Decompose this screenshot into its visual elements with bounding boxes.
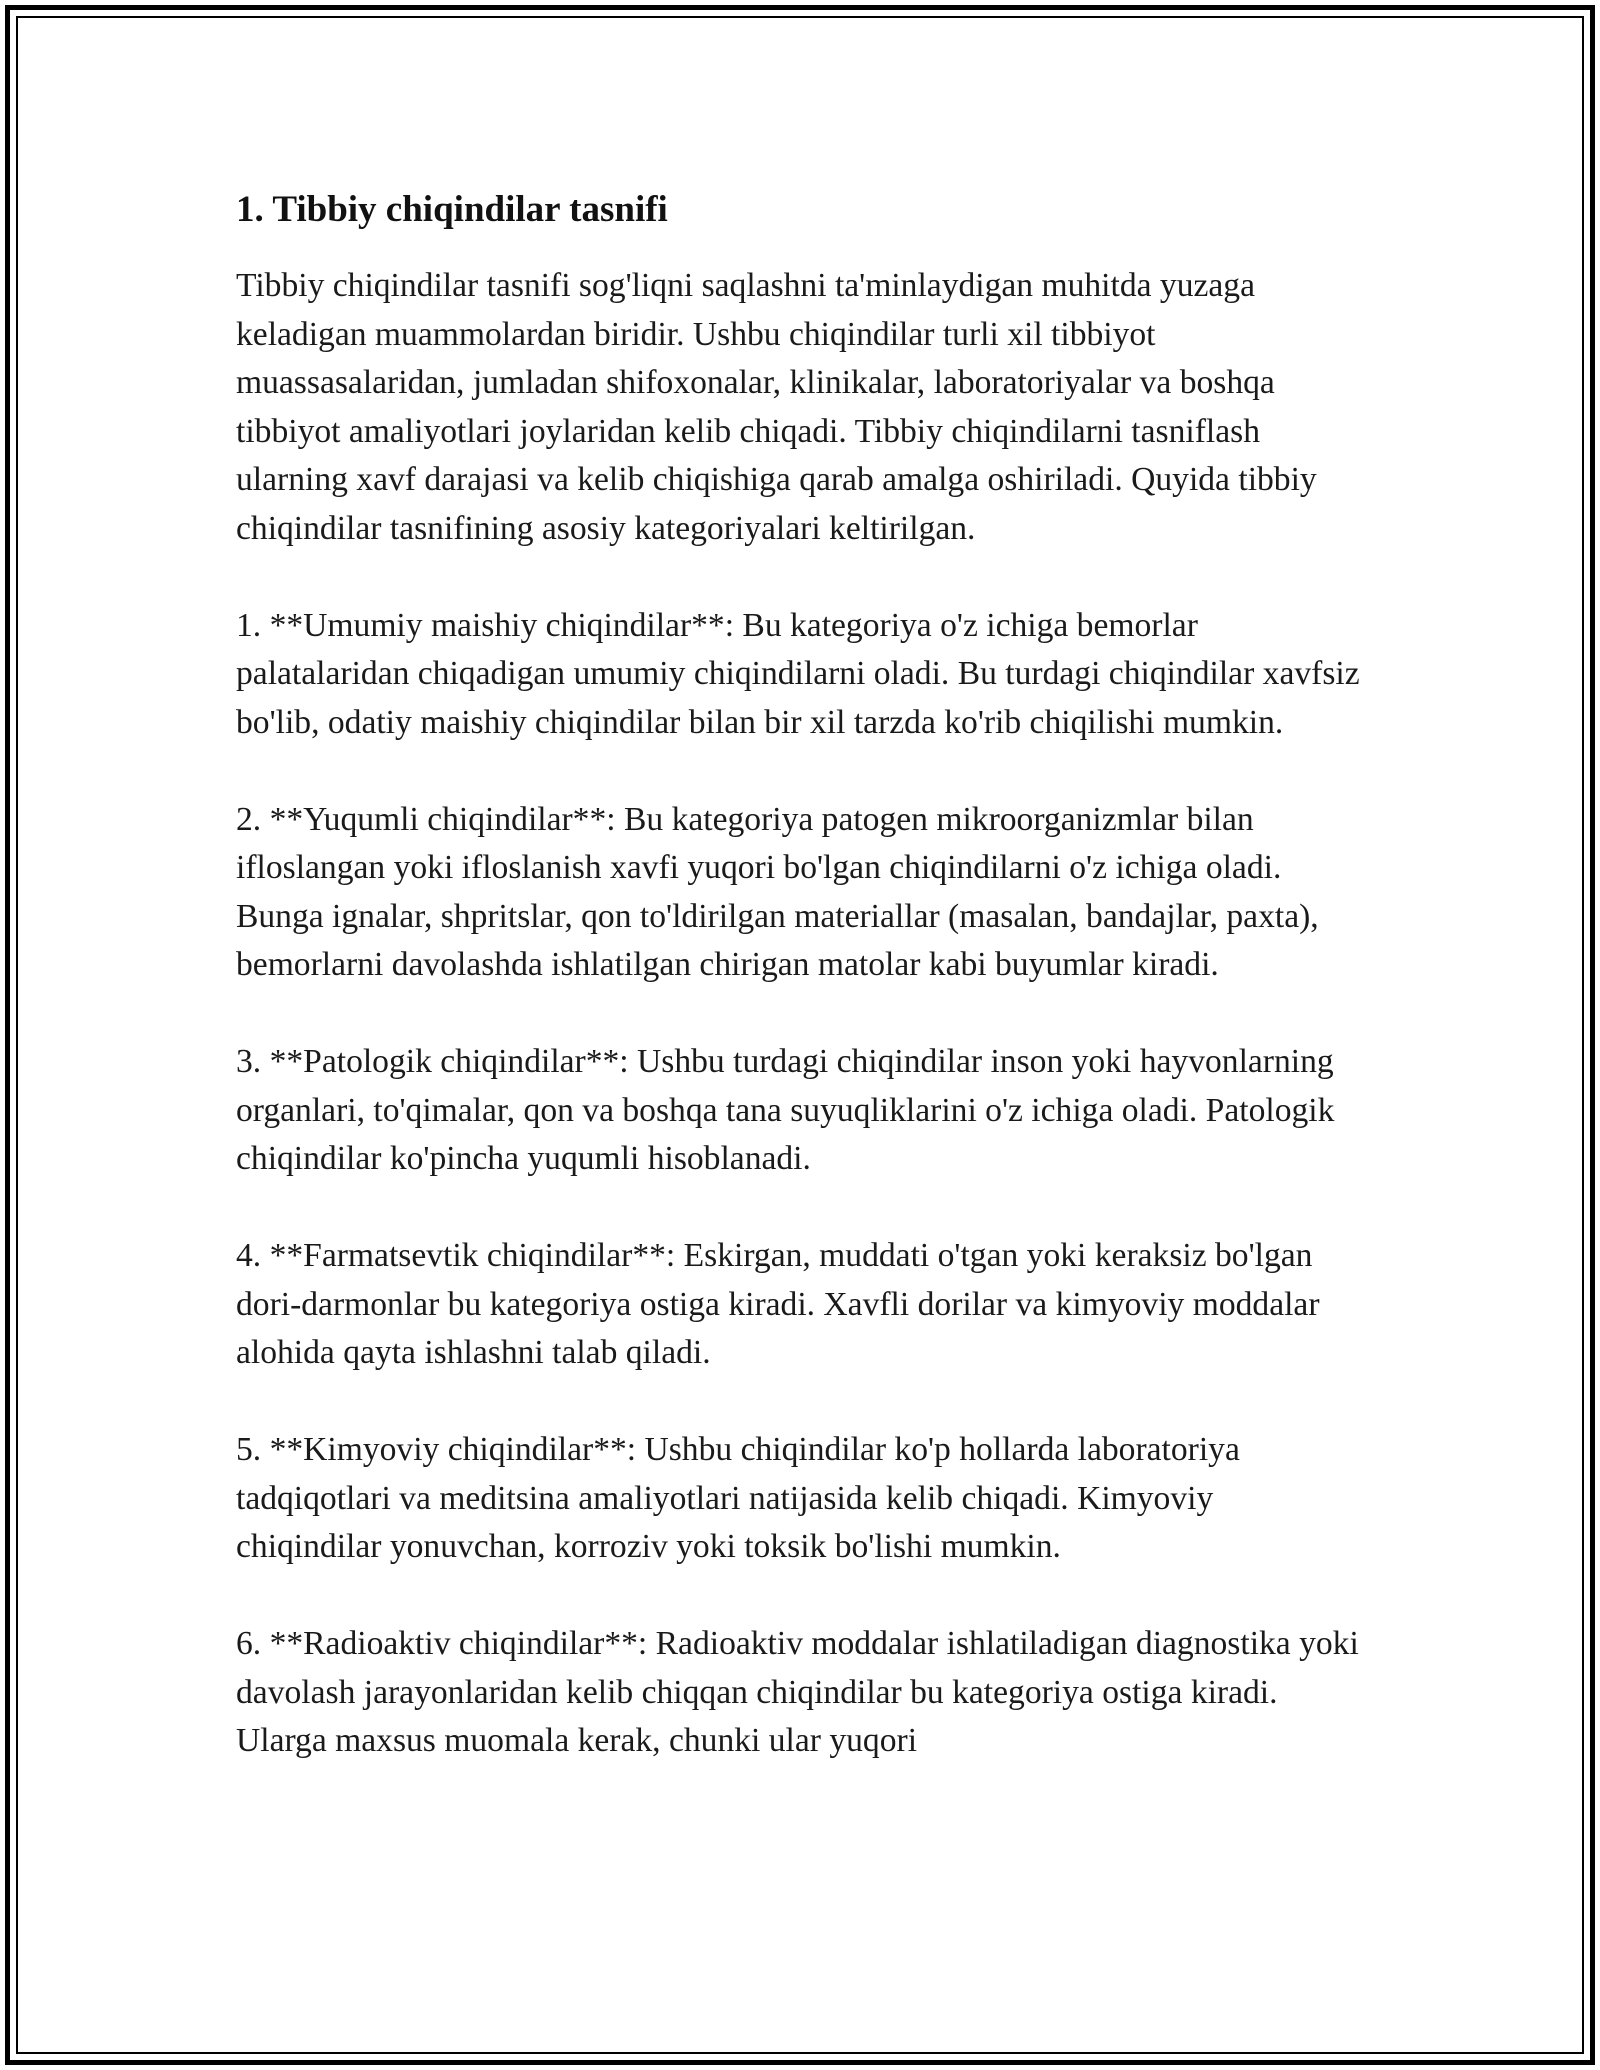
list-item-infectious-waste: 2. **Yuqumli chiqindilar**: Bu kategoriya patogen mikroorganizmlar bilan ifloslangan yoki ifloslanish xavfi yuqori bo'lgan chiqindilarni o'z ichiga oladi. Bunga ignalar, shpritslar, qon to'ldirilgan materiallar (masalan, bandajlar, paxta), bemorlarni davolashda ishlatilgan chirigan matolar kabi buyumlar kiradi.	[236, 800, 1319, 983]
list-item-general-waste: 1. **Umumiy maishiy chiqindilar**: Bu kategoriya o'z ichiga bemorlar palatalaridan chiqadigan umumiy chiqindilarni oladi. Bu turdagi chiqindilar xavfsiz bo'lib, odatiy maishiy chiqindilar bilan bir xil tarzda ko'rib chiqilishi mumkin.	[236, 606, 1360, 741]
section-heading: 1. Tibbiy chiqindilar tasnifi	[236, 189, 668, 230]
intro-paragraph: Tibbiy chiqindilar tasnifi sog'liqni saqlashni ta'minlaydigan muhitda yuzaga keladigan muammolardan biridir. Ushbu chiqindilar turli xil tibbiyot muassasalaridan, jumladan shifoxonalar, klinikalar, laboratoriyalar va boshqa tibbiyot amaliyotlari joylaridan kelib chiqadi. Tibbiy chiqindilarni tasniflash ularning xavf darajasi va kelib chiqishiga qarab amalga oshiriladi. Quyida tibbiy chiqindilar tasnifining asosiy kategoriyalari keltirilgan.	[236, 267, 1317, 547]
list-item-pathological-waste: 3. **Patologik chiqindilar**: Ushbu turdagi chiqindilar inson yoki hayvonlarning organlari, to'qimalar, qon va boshqa tana suyuqliklarini o'z ichiga oladi. Patologik chiqindilar ko'pincha yuqumli hisoblanadi.	[236, 1043, 1335, 1177]
list-item-radioactive-waste: 6. **Radioaktiv chiqindilar**: Radioaktiv moddalar ishlatiladigan diagnostika yoki davolash jarayonlaridan kelib chiqqan chiqindilar bu kategoriya ostiga kiradi. Ularga maxsus muomala kerak, chunki ular yuqori	[236, 1625, 1359, 1759]
list-item-chemical-waste: 5. **Kimyoviy chiqindilar**: Ushbu chiqindilar ko'p hollarda laboratoriya tadqiqotlari va meditsina amaliyotlari natijasida kelib chiqadi. Kimyoviy chiqindilar yonuvchan, korroziv yoki toksik bo'lishi mumkin.	[236, 1431, 1240, 1565]
list-item-pharmaceutical-waste: 4. **Farmatsevtik chiqindilar**: Eskirgan, muddati o'tgan yoki keraksiz bo'lgan dori-darmonlar bu kategoriya ostiga kiradi. Xavfli dorilar va kimyoviy moddalar alohida qayta ishlashni talab qiladi.	[236, 1237, 1320, 1371]
document-body	[236, 186, 1364, 1814]
